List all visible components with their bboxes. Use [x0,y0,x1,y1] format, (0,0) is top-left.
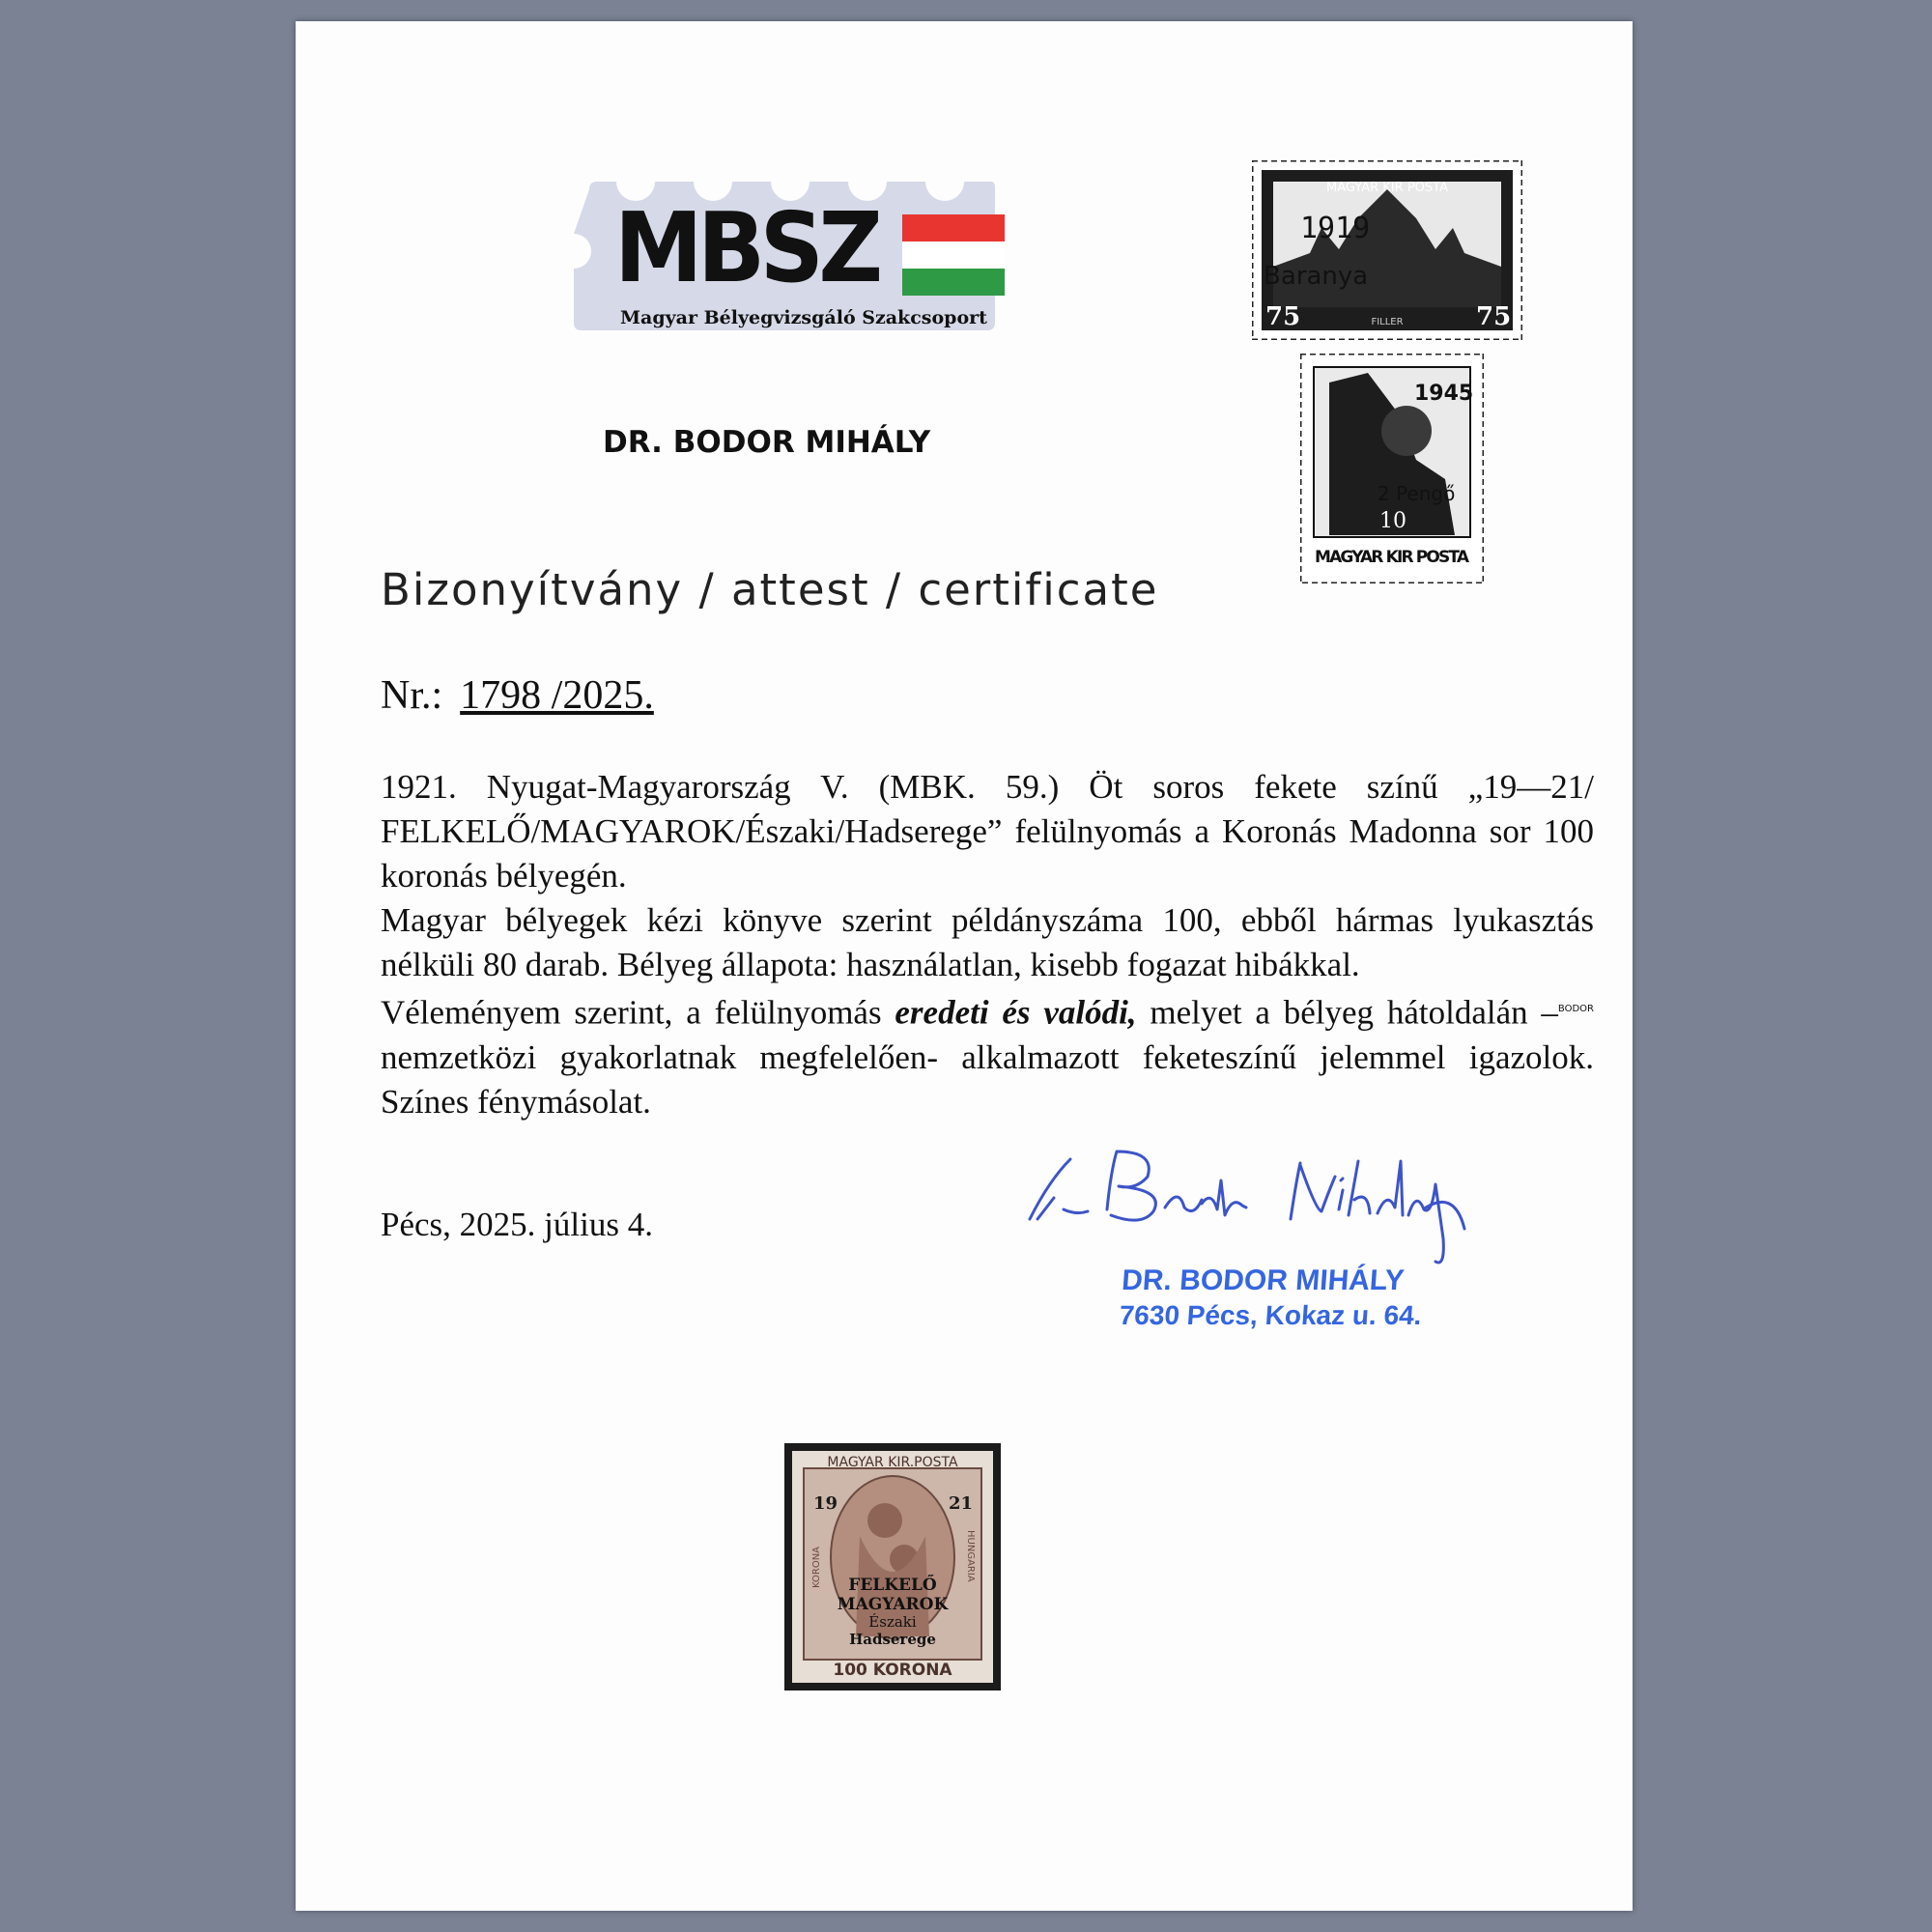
logo-wordmark: MBSZ [614,191,878,304]
cert-stamp-overprint-1: FELKELŐ [848,1576,937,1595]
stamp2-overprint: 2 Pengő [1378,482,1456,505]
stamp2-value: 10 [1379,509,1406,533]
cert-stamp-overprint-2: MAGYAROK [837,1595,949,1614]
certificate-number [381,672,654,719]
certificate-sheet [296,21,1633,1911]
body-p3-end: nemzetközi gyakorlatnak megfelelően- alkalmazott feketeszínű jelemmel igazolok. Színes fénymásolat. [381,1037,1594,1121]
body-paragraph-2: Magyar bélyegek kézi könyve szerint példányszáma 100, ebből hármas lyukasztás nélküli 80 darab. Bélyeg állapota: használatlan, kisebb fogazat hibákkal. [381,901,1594,983]
certificate-body [381,765,1594,1124]
stamp-line-2: 7630 Pécs, Kokaz u. 64. [1118,1300,1423,1330]
body-paragraph-1: 1921. Nyugat-Magyarország V. (MBK. 59.) Öt soros fekete színű „19—21/ FELKELŐ/MAGYAROK/Északi/Hadserege” felülnyomás a Koronás Madonna sor 100 koronás bélyegén. [381,768,1594,895]
cert-stamp-overprint-4: Hadserege [849,1631,936,1648]
cert-stamp-side-left: KORONA [811,1546,822,1588]
stamp1-header: MAGYAR KIR POSTA [1326,181,1448,195]
cert-stamp-overprint-3: Északi [868,1613,917,1631]
body-paragraph-3 [381,987,1594,1124]
stamp2-footer: MAGYAR KIR POSTA [1315,548,1469,567]
hungarian-flag-icon [902,214,1005,296]
page-title: Bizonyítvány / attest / certificate [381,564,1159,615]
stamp-line-1: DR. BODOR MIHÁLY [1121,1264,1406,1296]
cert-stamp-side-right: HUNGARIA [965,1530,976,1582]
signature-image [1010,1122,1493,1277]
body-p3-middle: melyet a bélyeg hátoldalán – [1136,993,1558,1032]
stamp-image-1919 [1252,160,1522,340]
stamp1-year: 1919 [1300,212,1371,245]
expert-name: DR. BODOR MIHÁLY [603,425,931,460]
certified-stamp-image [784,1443,1001,1690]
certificate-number-value: 1798 /2025. [460,673,654,718]
logo-subtitle: Magyar Bélyegvizsgáló Szakcsoport [620,307,987,328]
place-date: Pécs, 2025. július 4. [381,1206,653,1243]
mbsz-logo [570,153,1010,336]
cert-stamp-header: MAGYAR KIR.POSTA [827,1455,958,1470]
stamp1-value-right: 75 [1476,302,1512,331]
certificate-number-label: Nr.: [381,673,443,718]
stamp1-overprint: Baranya [1264,262,1369,291]
cert-stamp-value: 100 KORONA [833,1661,952,1680]
stamp1-value-left: 75 [1265,302,1301,331]
stamp-image-1945 [1300,354,1484,583]
expert-mark: BODOR [1557,1004,1594,1014]
body-p3-emphasis: eredeti és valódi, [895,993,1137,1032]
stamp2-year: 1945 [1414,382,1474,406]
body-p3-start: Véleményem szerint, a felülnyomás [381,993,895,1032]
stamp1-footer: FILLER [1371,317,1404,327]
cert-stamp-year-left: 19 [813,1493,838,1514]
expert-rubber-stamp [1118,1264,1425,1333]
cert-stamp-year-right: 21 [949,1493,974,1514]
